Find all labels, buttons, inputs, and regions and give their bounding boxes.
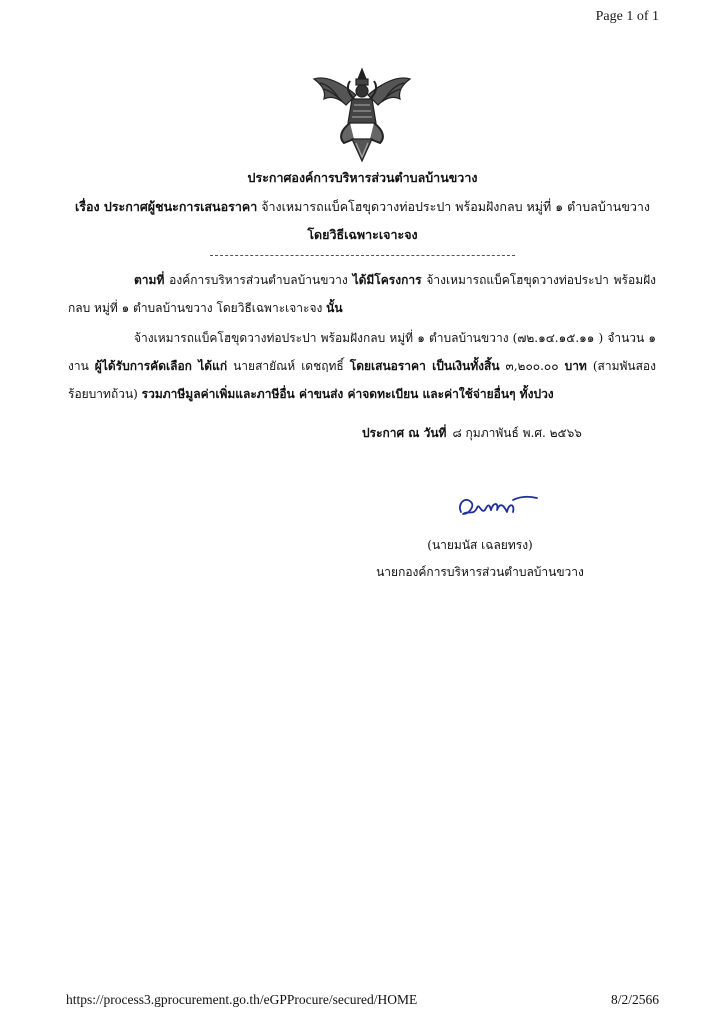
dashed-divider xyxy=(210,255,515,256)
announcement-date xyxy=(362,424,582,443)
p1-project: จ้างเหมารถแบ็คโฮขุดวางท่อประปา พร้อมฝังกลบ หมู่ที่ ๑ ตำบลบ้านขวาง โดยวิธีเฉพาะเจาะจง xyxy=(68,273,656,315)
p2-winner-name: นายสายัณห์ เดชฤทธิ์ xyxy=(227,359,350,373)
p2-tail: รวมภาษีมูลค่าเพิ่มและภาษีอื่น ค่าขนส่ง ค่าจดทะเบียน และค่าใช้จ่ายอื่นๆ ทั้งปวง xyxy=(141,387,554,401)
signer-position: นายกองค์การบริหารส่วนตำบลบ้านขวาง xyxy=(376,565,584,579)
subject-label: เรื่อง ประกาศผู้ชนะการเสนอราคา xyxy=(74,199,258,214)
subject-text: จ้างเหมารถแบ็คโฮขุดวางท่อประปา พร้อมฝังกลบ หมู่ที่ ๑ ตำบลบ้านขวาง xyxy=(257,199,651,214)
p2-item: จ้างเหมารถแบ็คโฮขุดวางท่อประปา พร้อมฝังกลบ หมู่ที่ ๑ ตำบลบ้านขวาง (๗๒.๑๔.๑๕.๑๑ ) จำนวน ๑ งาน xyxy=(68,331,656,373)
p2-bid-label: โดยเสนอราคา เป็นเงินทั้งสิ้น xyxy=(349,359,500,373)
p2-amount: ๓,๒๐๐.๐๐ xyxy=(499,359,565,373)
p2-amount-words: (สามพันสองร้อยบาทถ้วน) xyxy=(68,359,656,401)
p1-lead: ตามที่ xyxy=(134,273,165,287)
page-number: Page 1 of 1 xyxy=(595,9,659,24)
footer-url: https://process3.gprocurement.go.th/eGPProcure/secured/HOME xyxy=(66,992,418,1007)
body-paragraph-1 xyxy=(68,266,656,322)
signer-name: (นายมนัส เฉลยทรง) xyxy=(427,538,533,552)
garuda-emblem-icon xyxy=(312,65,412,165)
p1-mid: ได้มีโครงการ xyxy=(352,273,422,287)
p2-winner-label: ผู้ได้รับการคัดเลือก ได้แก่ xyxy=(94,359,228,373)
footer-date: 8/2/2566 xyxy=(610,992,659,1007)
date-value: ๘ กุมภาพันธ์ พ.ศ. ๒๕๖๖ xyxy=(452,426,582,440)
p1-org: องค์การบริหารส่วนตำบลบ้านขวาง xyxy=(164,273,353,287)
handwritten-signature xyxy=(455,488,540,524)
body-paragraph-2 xyxy=(68,324,656,408)
announcement-subject xyxy=(0,197,725,217)
announcement-issuer: ประกาศองค์การบริหารส่วนตำบลบ้านขวาง xyxy=(247,170,478,185)
p2-currency: บาท xyxy=(564,359,587,373)
procurement-method: โดยวิธีเฉพาะเจาะจง xyxy=(307,227,418,242)
date-label: ประกาศ ณ วันที่ xyxy=(362,426,447,440)
p1-end: นั้น xyxy=(326,301,343,315)
